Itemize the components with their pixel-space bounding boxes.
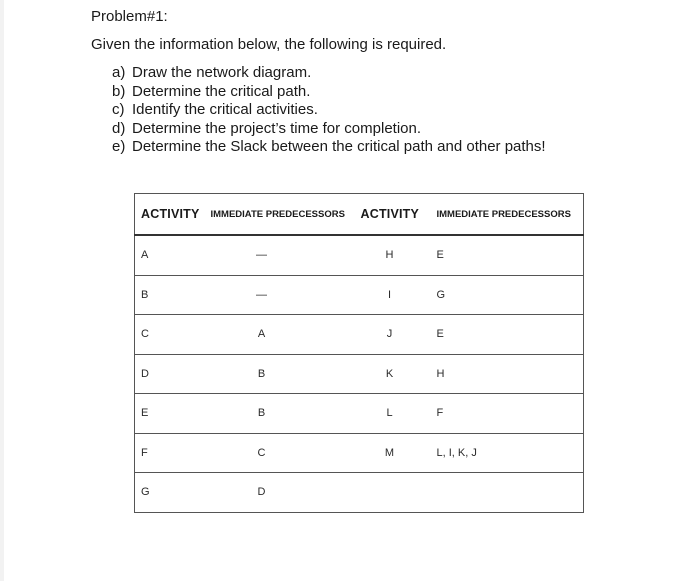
predecessor-cell: L, I, K, J	[431, 433, 584, 473]
activity-cell: G	[135, 473, 207, 513]
table-row	[135, 275, 584, 315]
predecessor-cell: G	[431, 275, 584, 315]
predecessor-cell: D	[207, 473, 357, 513]
task-text: Determine the critical path.	[132, 82, 311, 100]
activity-cell: D	[135, 354, 207, 394]
task-item	[112, 83, 546, 102]
task-text: Determine the project’s time for completion.	[132, 119, 422, 137]
table-row	[135, 394, 584, 434]
predecessor-cell: C	[207, 433, 357, 473]
predecessor-cell: —	[207, 235, 357, 275]
task-list	[112, 64, 546, 157]
activity-cell: A	[135, 235, 207, 275]
table-row	[135, 433, 584, 473]
activity-cell: B	[135, 275, 207, 315]
activity-cell: M	[357, 433, 431, 473]
header-immediate-predecessors: IMMEDIATE PREDECESSORS	[431, 194, 584, 236]
activity-cell: K	[357, 354, 431, 394]
table-row	[135, 473, 584, 513]
activity-cell: E	[135, 394, 207, 434]
task-letter: c)	[112, 101, 125, 118]
predecessor-cell: E	[431, 315, 584, 355]
predecessor-cell: E	[431, 235, 584, 275]
header-immediate-predecessors: IMMEDIATE PREDECESSORS	[207, 194, 357, 236]
activity-cell: J	[357, 315, 431, 355]
activity-cell: I	[357, 275, 431, 315]
predecessor-cell: —	[207, 275, 357, 315]
task-text: Determine the Slack between the critical path and other paths!	[132, 138, 546, 155]
activity-table	[134, 193, 584, 513]
predecessor-cell: H	[431, 354, 584, 394]
task-letter: e)	[112, 138, 126, 155]
predecessor-cell: B	[207, 354, 357, 394]
task-text: Identify the critical activities.	[132, 101, 318, 118]
problem-title: Problem#1:	[91, 8, 168, 25]
header-activity: ACTIVITY	[135, 194, 207, 236]
predecessor-cell: B	[207, 394, 357, 434]
table-row	[135, 354, 584, 394]
activity-cell: H	[357, 235, 431, 275]
task-letter: b)	[112, 82, 126, 100]
task-item	[112, 64, 546, 83]
activity-cell: L	[357, 394, 431, 434]
activity-cell: F	[135, 433, 207, 473]
task-letter: a)	[112, 64, 126, 81]
page-left-edge	[0, 0, 4, 581]
table-row	[135, 235, 584, 275]
task-item	[112, 101, 546, 120]
table-row	[135, 315, 584, 355]
task-letter: d)	[112, 119, 126, 137]
predecessor-cell: A	[207, 315, 357, 355]
predecessor-cell: F	[431, 394, 584, 434]
table-header-row	[135, 194, 584, 236]
predecessor-cell	[431, 473, 584, 513]
activity-cell: C	[135, 315, 207, 355]
task-item	[112, 120, 546, 139]
task-text: Draw the network diagram.	[132, 64, 312, 81]
intro-text: Given the information below, the following is required.	[91, 36, 447, 53]
header-activity: ACTIVITY	[357, 194, 431, 236]
task-item	[112, 138, 546, 157]
activity-cell	[357, 473, 431, 513]
